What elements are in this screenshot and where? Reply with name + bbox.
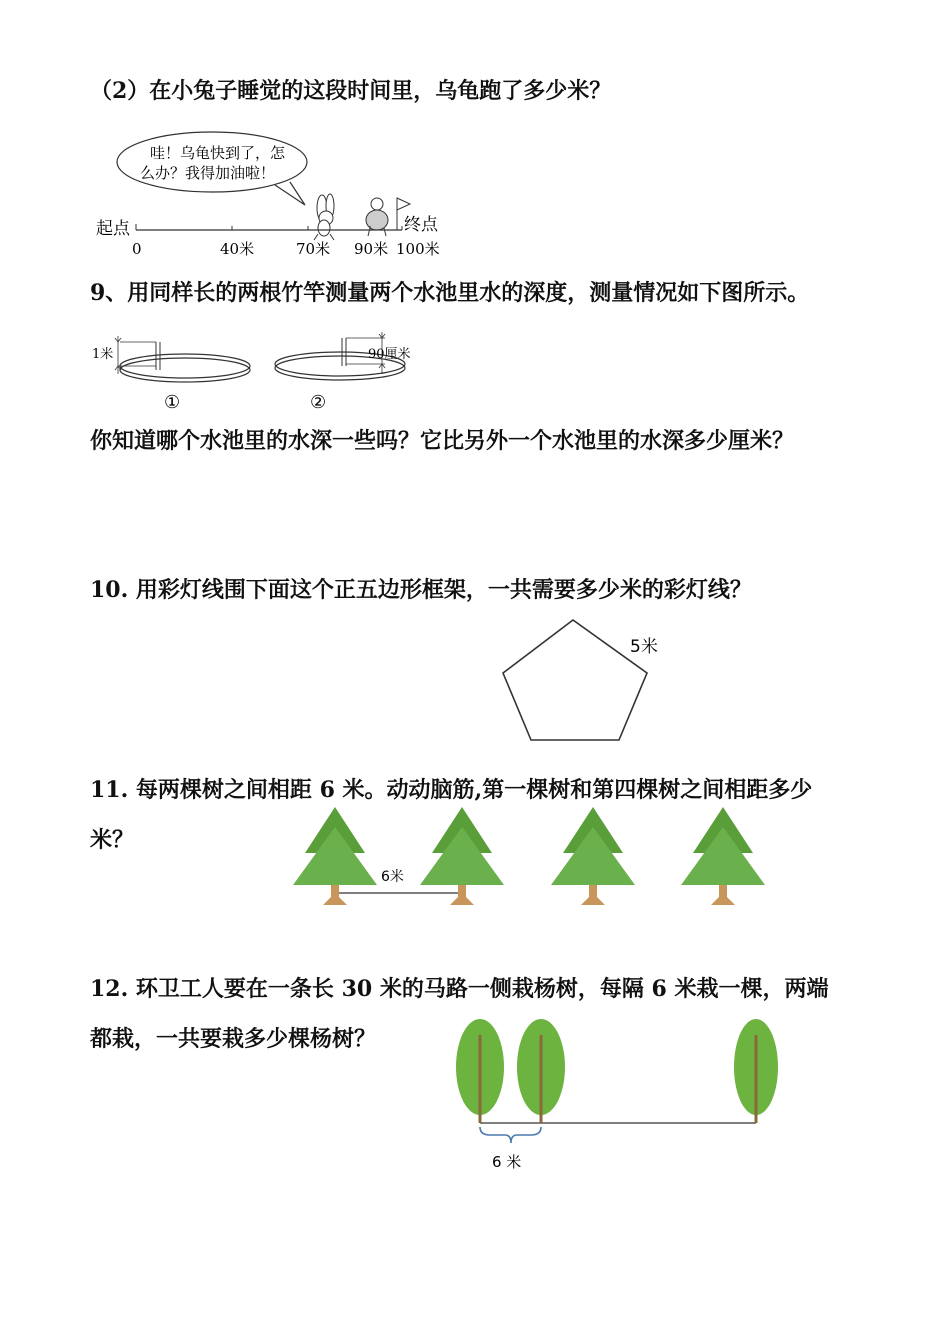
poplar-tree-3-icon [734, 1019, 778, 1123]
question-10: 10. 用彩灯线围下面这个正五边形框架，一共需要多少米的彩灯线？ [90, 577, 752, 603]
pine-tree-2-icon [420, 807, 504, 905]
poplar-distance-label: 6 米 [492, 1153, 522, 1171]
speech-line-2: 么办？我得加油啦！ [140, 164, 276, 182]
pool-1-label: 1米 [92, 347, 114, 362]
poplar-trees-diagram [450, 1015, 790, 1180]
question-11-line-1: 11. 每两棵树之间相距 6 米。动动脑筋,第一棵树和第四棵树之间相距多少 [90, 777, 813, 803]
question-12-line-1: 12. 环卫工人要在一条长 30 米的马路一侧栽杨树，每隔 6 米栽一棵，两端 [90, 976, 829, 1002]
tick-100: 100米 [396, 240, 440, 258]
pine-tree-3-icon [551, 807, 635, 905]
pool-1-number: ① [164, 392, 181, 413]
tree-distance-label: 6米 [381, 869, 404, 885]
poplar-tree-2-icon [517, 1019, 565, 1123]
rabbit-icon [314, 194, 334, 240]
speech-line-1: 哇！乌龟快到了，怎 [150, 144, 286, 162]
pool-2-number: ② [310, 392, 327, 413]
pentagon-diagram [490, 610, 680, 750]
tick-90: 90米 [354, 240, 389, 258]
tick-0: 0 [132, 240, 142, 258]
question-9: 9、用同样长的两根竹竿测量两个水池里水的深度，测量情况如下图所示。 [90, 280, 810, 306]
speech-bubble [117, 132, 307, 192]
poplar-tree-1-icon [456, 1019, 504, 1123]
pools-diagram [90, 328, 430, 418]
pool-1 [92, 336, 250, 413]
question-12-line-2: 都栽，一共要栽多少棵杨树？ [90, 1026, 377, 1052]
question-11-line-2: 米？ [90, 827, 135, 853]
pool-2 [275, 332, 411, 413]
pine-tree-1-icon [293, 807, 377, 905]
pine-tree-4-icon [681, 807, 765, 905]
pine-trees-diagram [285, 805, 765, 915]
pool-2-label: 90厘米 [368, 347, 411, 362]
pentagon-side-label: 5米 [630, 637, 658, 657]
tick-70: 70米 [296, 240, 331, 258]
pentagon-shape [503, 620, 647, 740]
distance-brace [480, 1127, 541, 1143]
question-9-ask: 你知道哪个水池里的水深一些吗？它比另外一个水池里的水深多少厘米？ [90, 428, 795, 454]
race-diagram [90, 130, 460, 260]
finish-label: 终点 [404, 215, 438, 235]
start-label: 起点 [96, 219, 130, 239]
tick-40: 40米 [220, 240, 255, 258]
question-8-2: （2）在小兔子睡觉的这段时间里，乌龟跑了多少米？ [90, 78, 612, 104]
